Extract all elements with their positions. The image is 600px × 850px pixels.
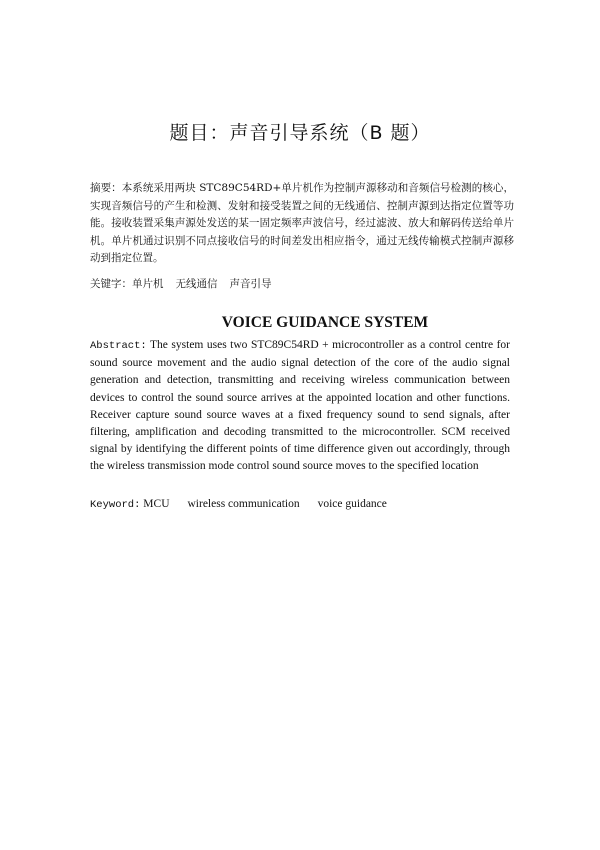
english-keyword: wireless communication bbox=[187, 498, 300, 510]
english-abstract bbox=[90, 337, 510, 476]
english-keywords bbox=[90, 496, 520, 514]
english-keywords-label: Keyword: bbox=[90, 499, 141, 511]
chinese-keywords bbox=[90, 276, 520, 293]
english-title: VOICE GUIDANCE SYSTEM bbox=[221, 314, 429, 331]
page-title: 题目：声音引导系统（B 题） bbox=[169, 122, 431, 144]
chinese-abstract-text: 本系统采用两块 STC89C54RD+单片机作为控制声源移动和音频信号检测的核心，实现音频信号的产生和检测、发射和接受装置之间的无线通信、控制声源到达指定位置等功能。接收装置采集声源处发送的某一固定频率声波信号，经过滤波、放大和解码传送给单片机。单片机通过识别不同点接收信号的时间差发出相应指令，通过无线传输模式控制声源移动到指定位置。 bbox=[90, 182, 514, 264]
english-abstract-label: Abstract: bbox=[90, 340, 147, 352]
chinese-keyword: 声音引导 bbox=[229, 278, 272, 290]
chinese-keyword: 单片机 bbox=[132, 278, 164, 290]
chinese-keyword: 无线通信 bbox=[175, 278, 218, 290]
english-abstract-text: The system uses two STC89C54RD + microcontroller as a control centre for sound source movement and the audio signal detection of the core of the audio signal generation and detection, transmitting and receiving wireless communication between devices to control the sound source arrives at the appointed location and other functions. Receiver capture sound source waves at a fixed frequency sound to send signals, after filtering, amplification and decoding transmitted to the microcontroller. SCM received signal by identifying the different points of time difference given out accordingly, through the wireless transmission mode control sound source moves to the specified location bbox=[90, 339, 510, 473]
chinese-abstract-label: 摘要： bbox=[90, 182, 122, 194]
english-keyword: MCU bbox=[143, 498, 170, 510]
chinese-abstract bbox=[90, 180, 514, 268]
english-keyword: voice guidance bbox=[317, 498, 387, 510]
chinese-keywords-label: 关键字： bbox=[90, 278, 132, 290]
